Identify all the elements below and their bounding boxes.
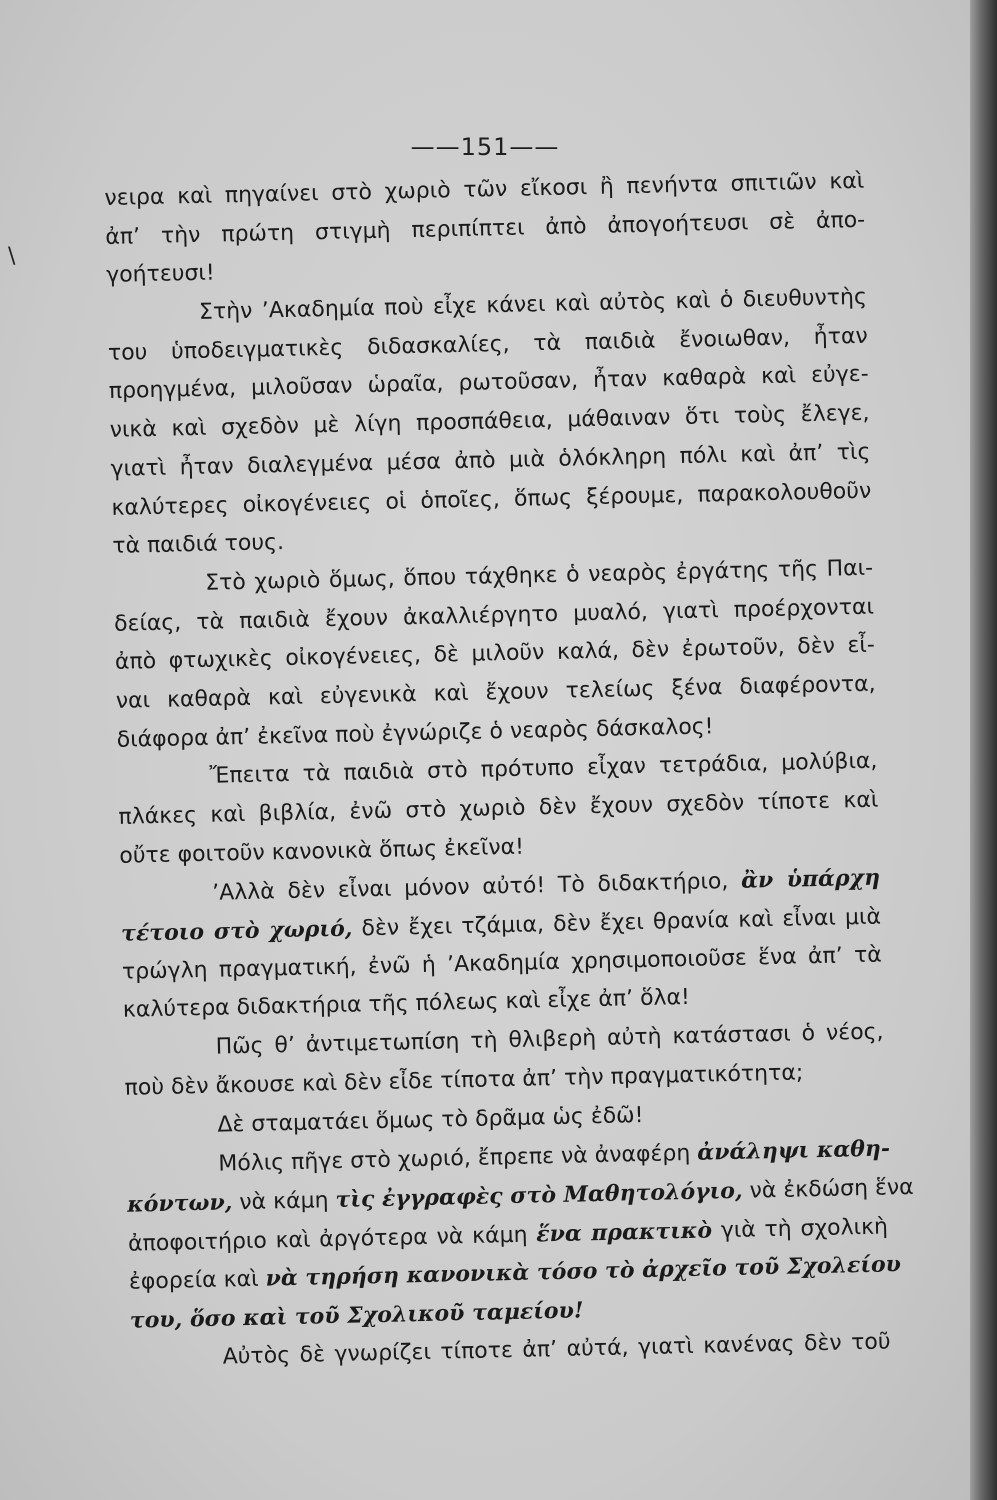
emphasis-text: ἂν ὑπάρχη [740, 864, 881, 895]
text-line: προηγμένα, μιλοῦσαν ὡραῖα, ρωτοῦσαν, ἦταν καθαρὰ καὶ εὐγε- [108, 362, 869, 405]
text-line: γοήτευσι! [105, 260, 215, 289]
text-line: καλύτερες οἰκογένειες οἱ ὁποῖες, ὅπως ξέρουμε, παρακολουθοῦν [111, 478, 872, 521]
emphasis-text: ἕνα πρακτικὸ [535, 1217, 713, 1248]
text-line-with-emphasis: ἀποφοιτήριο καὶ ἀργότερα νὰ κάμη ἕνα πρακτικὸ γιὰ τὴ σχολικὴ [127, 1214, 889, 1257]
text-line: Πῶς θ’ ἀντιμετωπίση τὴ θλιβερὴ αὐτὴ κατάστασι ὁ νέος, [215, 1019, 884, 1060]
text-line: Στὸ χωριὸ ὅμως, ὅπου τάχθηκε ὁ νεαρὸς ἐργάτης τῆς Παι- [204, 555, 874, 596]
text-line: ναι καθαρὰ καὶ εὐγενικὰ καὶ ἔχουν τελείως ξένα διαφέροντα, [115, 671, 876, 714]
page-number: ——151—— [410, 133, 560, 161]
emphasis-text: ἀνάληψι καθη- [696, 1135, 891, 1166]
text-line: πλάκες καὶ βιβλία, ἐνῶ στὸ χωριὸ δὲν ἔχουν σχεδὸν τίποτε καὶ [118, 787, 879, 830]
text-line: Στὴν ’Ακαδημία ποὺ εἶχε κάνει καὶ αὐτὸς καὶ ὁ διευθυντὴς [198, 284, 868, 325]
text-line-with-emphasis: κόντων, νὰ κάμη τὶς ἐγγραφὲς στὸ Μαθητολόγιο, νὰ ἐκδώση ἕνα [126, 1174, 914, 1218]
text-line: νικὰ καὶ σχεδὸν μὲ λίγη προσπάθεια, μάθαιναν ὅτι τοὺς ἔλεγε, [109, 400, 870, 444]
text-line: Ἔπειτα τὰ παιδιὰ στὸ πρότυπο εἶχαν τετράδια, μολύβια, [209, 748, 878, 790]
emphasis-text: κόντων, [126, 1189, 233, 1218]
text-line-with-emphasis: ἐφορεία καὶ νὰ τηρήση κανονικὰ τόσο τὸ ἀρχεῖο τοῦ Σχολείου [128, 1251, 902, 1295]
text-line: νειρα καὶ πηγαίνει στὸ χωριὸ τῶν εἴκοσι ἢ πενήντα σπιτιῶν καὶ [104, 168, 865, 211]
body-text [104, 163, 914, 1379]
text-line: καλύτερα διδακτήρια τῆς πόλεως καὶ εἶχε ἀπ’ ὅλα! [122, 985, 691, 1024]
text-line: τὰ παιδιά τους. [112, 530, 285, 560]
emphasis-text: του, ὅσο καὶ τοῦ Σχολικοῦ ταμείου! [129, 1297, 584, 1334]
text-line: ἀπὸ φτωχικὲς οἰκογένειες, δὲ μιλοῦν καλά, δὲν ἐρωτοῦν, δὲν εἶ- [114, 632, 876, 676]
text-line: ποὺ δὲν ἄκουσε καὶ δὲν εἶδε τίποτα ἀπ’ τὴν πραγματικότητα; [124, 1060, 804, 1101]
text-line: Αὐτὸς δὲ γνωρίζει τίποτε ἀπ’ αὐτά, γιατὶ κανένας δὲν τοῦ [222, 1329, 891, 1370]
text-line: διάφορα ἀπ’ ἐκεῖνα ποὺ ἐγνώριζε ὁ νεαρὸς δάσκαλος! [116, 713, 714, 753]
emphasis-text: τέτοιο στὸ χωριό, [120, 915, 353, 947]
text-line: οὔτε φοιτοῦν κανονικὰ ὅπως ἐκεῖνα! [119, 834, 525, 869]
text-line-with-emphasis: Μόλις πῆγε στὸ χωριό, ἔπρεπε νὰ ἀναφέρη ἀνάληψι καθη- [218, 1135, 891, 1177]
text-line: δείας, τὰ παιδιὰ ἔχουν ἀκαλλιέργητο μυαλό, γιατὶ προέρχονται [113, 594, 875, 637]
text-line: τρώγλη πραγματική, ἐνῶ ἡ ’Ακαδημία χρησιμοποιοῦσε ἕνα ἀπ’ τὰ [121, 942, 883, 985]
text-line: του ὑποδειγματικὲς διδασκαλίες, τὰ παιδιὰ ἔνοιωθαν, ἦταν [107, 323, 869, 366]
text-line: ἀπ’ τὴν πρώτη στιγμὴ περιπίπτει ἀπὸ ἀπογοήτευσι σὲ ἀπο- [105, 207, 866, 250]
text-line-with-emphasis: τέτοιο στὸ χωριό, δὲν ἔχει τζάμια, δὲν ἔχει θρανία καὶ εἶναι μιὰ [120, 904, 882, 947]
stray-ink-mark: \ [8, 244, 16, 269]
text-line-with-emphasis: ’Αλλὰ δὲν εἶναι μόνον αὐτό! Τὸ διδακτήριο, ἂν ὑπάρχη [211, 864, 881, 907]
page-edge-shadow [970, 0, 997, 1500]
text-line: γιατὶ ἦταν διαλεγμένα μέσα ἀπὸ μιὰ ὁλόκληρη πόλι καὶ ἀπ’ τὶς [110, 439, 871, 482]
emphasis-text: τὶς ἐγγραφὲς στὸ Μαθητολόγιο, [335, 1177, 743, 1213]
text-line: Δὲ σταματάει ὅμως τὸ δρᾶμα ὡς ἐδῶ! [217, 1102, 644, 1138]
emphasis-text: νὰ τηρήση κανονικὰ τόσο τὸ ἀρχεῖο τοῦ Σχολείου [265, 1251, 902, 1292]
